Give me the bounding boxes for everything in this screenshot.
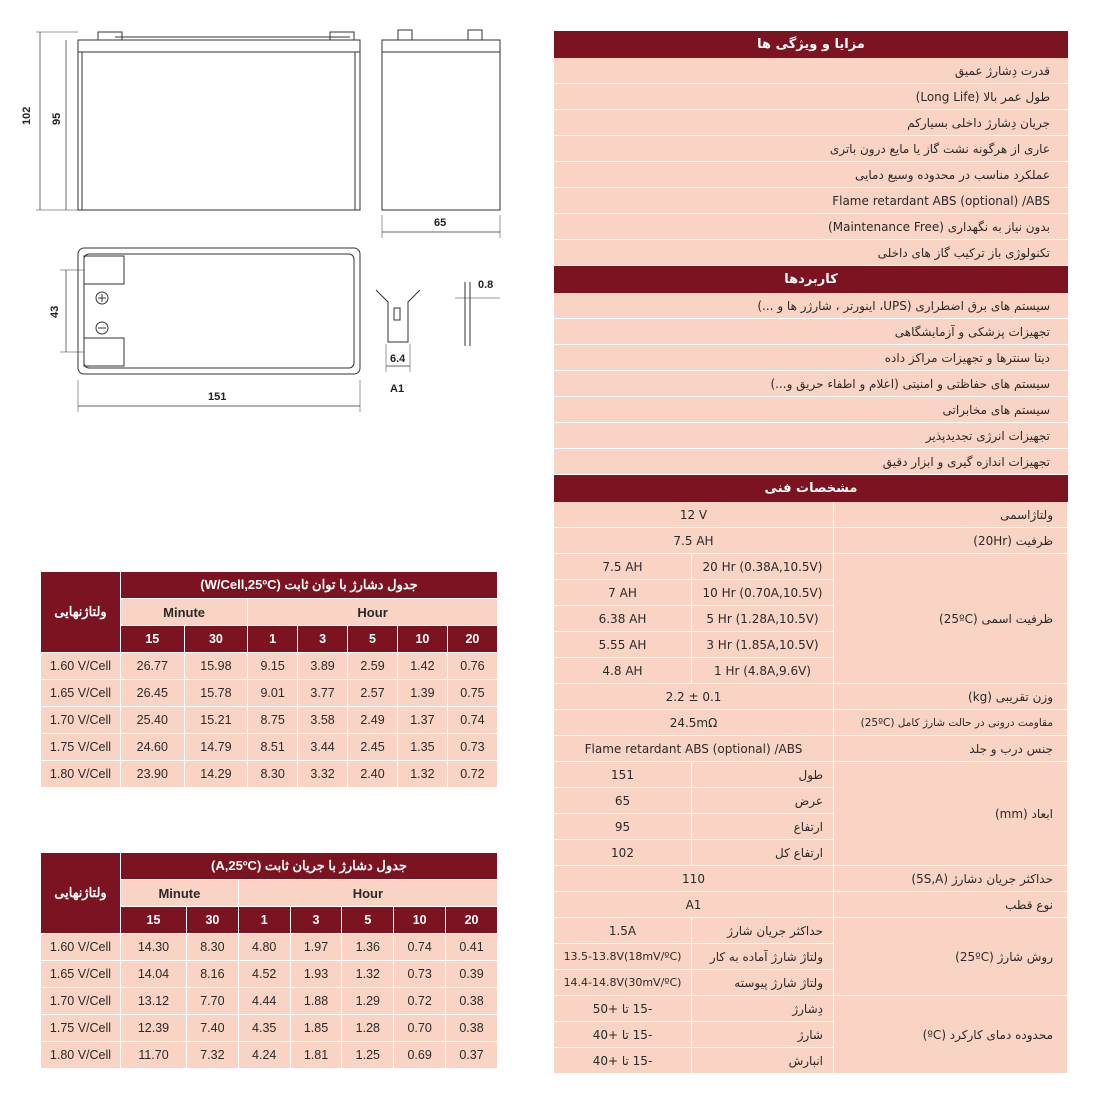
charge-value: 14.4-14.8V(30mV/ºC) xyxy=(554,970,692,996)
feature-item: جریان دِشارژ داخلی بسیارکم xyxy=(554,110,1068,136)
application-item: دیتا سنترها و تجهیزات مراکز داده xyxy=(554,345,1068,371)
final-voltage-cell: 1.80 V/Cell xyxy=(41,761,121,788)
final-voltage-cell: 1.75 V/Cell xyxy=(41,734,121,761)
table-row xyxy=(41,1042,498,1069)
max-discharge-value: 110 xyxy=(554,866,834,892)
discharge-value-cell: 1.39 xyxy=(397,680,447,707)
discharge-value-cell: 26.77 xyxy=(121,653,185,680)
final-voltage-cell: 1.70 V/Cell xyxy=(41,707,121,734)
rated-capacity-condition: 10 Hr (0.70A,10.5V) xyxy=(692,580,834,606)
discharge-value-cell: 12.39 xyxy=(121,1015,187,1042)
discharge-value-cell: 26.45 xyxy=(121,680,185,707)
discharge-value-cell: 1.93 xyxy=(290,961,342,988)
capacity-label: ظرفیت (20Hr) xyxy=(834,528,1068,554)
discharge-value-cell: 0.74 xyxy=(394,934,446,961)
discharge-value-cell: 0.73 xyxy=(394,961,446,988)
table-title: جدول دشارژ با جریان ثابت (A,25ºC) xyxy=(121,853,498,880)
final-voltage-cell: 1.65 V/Cell xyxy=(41,680,121,707)
discharge-value-cell: 11.70 xyxy=(121,1042,187,1069)
discharge-value-cell: 0.38 xyxy=(446,1015,498,1042)
charge-name: حداکثر جریان شارژ xyxy=(692,918,834,944)
duration-column-header: 3 xyxy=(298,626,348,653)
dim-43-label: 43 xyxy=(49,305,61,318)
battery-dimension-drawing xyxy=(0,0,540,460)
rated-capacity-condition: 3 Hr (1.85A,10.5V) xyxy=(692,632,834,658)
dim-102-label: 102 xyxy=(21,106,33,125)
duration-column-header: 15 xyxy=(121,626,185,653)
duration-column-header: 5 xyxy=(342,907,394,934)
features-header: مزایا و ویژگی ها xyxy=(554,31,1068,58)
discharge-value-cell: 15.78 xyxy=(184,680,248,707)
technical-drawings xyxy=(0,0,540,460)
discharge-value-cell: 1.88 xyxy=(290,988,342,1015)
discharge-value-cell: 1.85 xyxy=(290,1015,342,1042)
rated-capacity-value: 7.5 AH xyxy=(554,554,692,580)
discharge-value-cell: 8.30 xyxy=(248,761,298,788)
dimension-value: 102 xyxy=(554,840,692,866)
duration-column-header: 20 xyxy=(446,907,498,934)
discharge-value-cell: 0.69 xyxy=(394,1042,446,1069)
feature-item: Flame retardant ABS (optional) /ABS xyxy=(554,188,1068,214)
rated-capacity-condition: 1 Hr (4.8A,9.6V) xyxy=(692,658,834,684)
table-row xyxy=(41,734,498,761)
internal-resistance-value: 24.5mΩ xyxy=(554,710,834,736)
discharge-value-cell: 3.89 xyxy=(298,653,348,680)
dimension-value: 65 xyxy=(554,788,692,814)
feature-item: طول عمر بالا (Long Life) xyxy=(554,84,1068,110)
discharge-value-cell: 8.16 xyxy=(186,961,238,988)
duration-column-header: 1 xyxy=(248,626,298,653)
dimension-value: 151 xyxy=(554,762,692,788)
table-row xyxy=(41,680,498,707)
final-voltage-header: ولتاژنهایی xyxy=(41,853,121,934)
temperature-name: دِشارژ xyxy=(692,996,834,1022)
discharge-value-cell: 1.32 xyxy=(397,761,447,788)
rated-capacity-condition: 5 Hr (1.28A,10.5V) xyxy=(692,606,834,632)
discharge-value-cell: 4.44 xyxy=(238,988,290,1015)
discharge-value-cell: 1.97 xyxy=(290,934,342,961)
final-voltage-cell: 1.60 V/Cell xyxy=(41,653,121,680)
final-voltage-cell: 1.80 V/Cell xyxy=(41,1042,121,1069)
discharge-value-cell: 7.40 xyxy=(186,1015,238,1042)
discharge-value-cell: 2.45 xyxy=(348,734,398,761)
application-item: سیستم های برق اضطراری (UPS، اینورتر ، شارژر ها و ...) xyxy=(554,293,1068,319)
discharge-value-cell: 14.79 xyxy=(184,734,248,761)
weight-label: وزن تقریبی (kg) xyxy=(834,684,1068,710)
terminal-outline xyxy=(376,290,420,342)
feature-item: عملکرد مناسب در محدوده وسیع دمایی xyxy=(554,162,1068,188)
discharge-value-cell: 8.30 xyxy=(186,934,238,961)
dimension-name: طول xyxy=(692,762,834,788)
rated-capacity-value: 5.55 AH xyxy=(554,632,692,658)
feature-item: تکنولوژی باز ترکیب گاز های داخلی xyxy=(554,240,1068,266)
discharge-value-cell: 23.90 xyxy=(121,761,185,788)
capacity-value: 7.5 AH xyxy=(554,528,834,554)
discharge-value-cell: 2.49 xyxy=(348,707,398,734)
tech-specs-header: مشخصات فنی xyxy=(554,475,1068,502)
case-material-value: Flame retardant ABS (optional) /ABS xyxy=(554,736,834,762)
temperature-value: -15 تا +40 xyxy=(554,1022,692,1048)
application-item: تجهیزات پزشکی و آزمایشگاهی xyxy=(554,319,1068,345)
features-list xyxy=(554,58,1068,266)
dimensions-label: ابعاد (mm) xyxy=(834,762,1068,866)
temperature-name: شارژ xyxy=(692,1022,834,1048)
dim-6-4-label: 6.4 xyxy=(390,353,406,365)
weight-value: 2.2 ± 0.1 xyxy=(554,684,834,710)
dim-151-label: 151 xyxy=(208,391,227,403)
duration-column-header: 20 xyxy=(447,626,497,653)
internal-resistance-label: مقاومت درونی در حالت شارژ کامل (25ºC) xyxy=(834,710,1068,736)
nominal-voltage-value: 12 V xyxy=(554,502,834,528)
table-row xyxy=(41,653,498,680)
duration-column-header: 10 xyxy=(394,907,446,934)
duration-column-header: 3 xyxy=(290,907,342,934)
dim-65-label: 65 xyxy=(434,217,447,229)
terminal-type-value: A1 xyxy=(554,892,834,918)
application-item: سیستم های مخابراتی xyxy=(554,397,1068,423)
discharge-value-cell: 4.24 xyxy=(238,1042,290,1069)
table-row xyxy=(41,961,498,988)
dim-95-label: 95 xyxy=(51,112,63,125)
discharge-value-cell: 7.32 xyxy=(186,1042,238,1069)
hour-group-header: Hour xyxy=(248,599,498,626)
discharge-value-cell: 0.72 xyxy=(394,988,446,1015)
final-voltage-header: ولتاژنهایی xyxy=(41,572,121,653)
minute-group-header: Minute xyxy=(121,599,248,626)
charge-name: ولتاژ شارژ پیوسته xyxy=(692,970,834,996)
discharge-value-cell: 0.75 xyxy=(447,680,497,707)
discharge-value-cell: 1.37 xyxy=(397,707,447,734)
discharge-value-cell: 8.51 xyxy=(248,734,298,761)
discharge-value-cell: 1.42 xyxy=(397,653,447,680)
discharge-value-cell: 3.32 xyxy=(298,761,348,788)
discharge-value-cell: 1.35 xyxy=(397,734,447,761)
discharge-value-cell: 8.75 xyxy=(248,707,298,734)
discharge-value-cell: 4.35 xyxy=(238,1015,290,1042)
discharge-value-cell: 3.58 xyxy=(298,707,348,734)
discharge-value-cell: 9.15 xyxy=(248,653,298,680)
discharge-value-cell: 3.77 xyxy=(298,680,348,707)
discharge-value-cell: 4.52 xyxy=(238,961,290,988)
table-title: جدول دشارژ با توان ثابت (W/Cell,25ºC) xyxy=(121,572,498,599)
terminal-type-label: نوع قطب xyxy=(834,892,1068,918)
discharge-value-cell: 14.04 xyxy=(121,961,187,988)
duration-column-header: 5 xyxy=(348,626,398,653)
charge-value: 1.5A xyxy=(554,918,692,944)
discharge-value-cell: 9.01 xyxy=(248,680,298,707)
discharge-value-cell: 1.81 xyxy=(290,1042,342,1069)
rated-capacity-label: ظرفیت اسمی (25ºC) xyxy=(834,554,1068,684)
application-item: تجهیزات اندازه گیری و ابزار دقیق xyxy=(554,449,1068,475)
discharge-value-cell: 0.76 xyxy=(447,653,497,680)
dimension-value: 95 xyxy=(554,814,692,840)
discharge-value-cell: 0.39 xyxy=(446,961,498,988)
hour-group-header: Hour xyxy=(238,880,497,907)
charge-value: 13.5-13.8V(18mV/ºC) xyxy=(554,944,692,970)
temperature-value: -15 تا +40 xyxy=(554,1048,692,1074)
table-row xyxy=(41,707,498,734)
discharge-value-cell: 15.21 xyxy=(184,707,248,734)
application-item: سیستم های حفاظتی و امنیتی (اعلام و اطفاء حریق و...) xyxy=(554,371,1068,397)
discharge-value-cell: 0.37 xyxy=(446,1042,498,1069)
discharge-value-cell: 0.41 xyxy=(446,934,498,961)
discharge-value-cell: 0.70 xyxy=(394,1015,446,1042)
temperature-range-label: محدوده دمای کارکرد (ºC) xyxy=(834,996,1068,1074)
table-row xyxy=(41,934,498,961)
top-view-body xyxy=(78,248,360,374)
applications-list xyxy=(554,293,1068,475)
discharge-value-cell: 14.30 xyxy=(121,934,187,961)
spec-panel xyxy=(554,31,1068,1074)
table-row xyxy=(41,761,498,788)
table-row xyxy=(41,1015,498,1042)
rated-capacity-value: 7 AH xyxy=(554,580,692,606)
table-row xyxy=(41,988,498,1015)
duration-column-header: 10 xyxy=(397,626,447,653)
rated-capacity-value: 6.38 AH xyxy=(554,606,692,632)
discharge-value-cell: 4.80 xyxy=(238,934,290,961)
discharge-value-cell: 13.12 xyxy=(121,988,187,1015)
charge-method-label: روش شارژ (25ºC) xyxy=(834,918,1068,996)
discharge-value-cell: 2.57 xyxy=(348,680,398,707)
feature-item: بدون نیاز به نگهداری (Maintenance Free) xyxy=(554,214,1068,240)
discharge-value-cell: 0.38 xyxy=(446,988,498,1015)
minute-group-header: Minute xyxy=(121,880,239,907)
dim-0-8-label: 0.8 xyxy=(478,279,494,291)
temperature-value: -15 تا +50 xyxy=(554,996,692,1022)
dimension-name: عرض xyxy=(692,788,834,814)
side-view-body xyxy=(382,40,500,210)
duration-column-header: 1 xyxy=(238,907,290,934)
discharge-value-cell: 24.60 xyxy=(121,734,185,761)
discharge-value-cell: 2.40 xyxy=(348,761,398,788)
duration-column-header: 30 xyxy=(184,626,248,653)
front-view-body xyxy=(78,40,360,210)
dimension-name: ارتفاع کل xyxy=(692,840,834,866)
feature-item: عاری از هرگونه نشت گاز یا مایع درون باتری xyxy=(554,136,1068,162)
discharge-value-cell: 1.32 xyxy=(342,961,394,988)
case-material-label: جنس درب و جلد xyxy=(834,736,1068,762)
discharge-value-cell: 1.28 xyxy=(342,1015,394,1042)
feature-item: قدرت دِشارژ عمیق xyxy=(554,58,1068,84)
discharge-value-cell: 2.59 xyxy=(348,653,398,680)
discharge-value-cell: 1.29 xyxy=(342,988,394,1015)
discharge-value-cell: 1.36 xyxy=(342,934,394,961)
discharge-value-cell: 0.72 xyxy=(447,761,497,788)
duration-column-header: 15 xyxy=(121,907,187,934)
discharge-value-cell: 3.44 xyxy=(298,734,348,761)
nominal-voltage-label: ولتاژاسمی xyxy=(834,502,1068,528)
dimension-name: ارتفاع xyxy=(692,814,834,840)
discharge-value-cell: 15.98 xyxy=(184,653,248,680)
constant-power-discharge-table xyxy=(40,571,498,788)
final-voltage-cell: 1.65 V/Cell xyxy=(41,961,121,988)
final-voltage-cell: 1.60 V/Cell xyxy=(41,934,121,961)
max-discharge-label: حداکثر جریان دشارژ (5S,A) xyxy=(834,866,1068,892)
discharge-value-cell: 25.40 xyxy=(121,707,185,734)
duration-column-header: 30 xyxy=(186,907,238,934)
application-item: تجهیزات انرژی تجدیدپذیر xyxy=(554,423,1068,449)
tech-specs-table xyxy=(554,502,1068,1074)
terminal-type-label: A1 xyxy=(390,383,405,395)
final-voltage-cell: 1.70 V/Cell xyxy=(41,988,121,1015)
charge-name: ولتاژ شارژ آماده به کار xyxy=(692,944,834,970)
applications-header: کاربردها xyxy=(554,266,1068,293)
rated-capacity-condition: 20 Hr (0.38A,10.5V) xyxy=(692,554,834,580)
discharge-value-cell: 0.73 xyxy=(447,734,497,761)
discharge-value-cell: 14.29 xyxy=(184,761,248,788)
constant-current-discharge-table xyxy=(40,852,498,1069)
discharge-value-cell: 7.70 xyxy=(186,988,238,1015)
final-voltage-cell: 1.75 V/Cell xyxy=(41,1015,121,1042)
rated-capacity-value: 4.8 AH xyxy=(554,658,692,684)
temperature-name: انبارش xyxy=(692,1048,834,1074)
discharge-value-cell: 0.74 xyxy=(447,707,497,734)
discharge-value-cell: 1.25 xyxy=(342,1042,394,1069)
